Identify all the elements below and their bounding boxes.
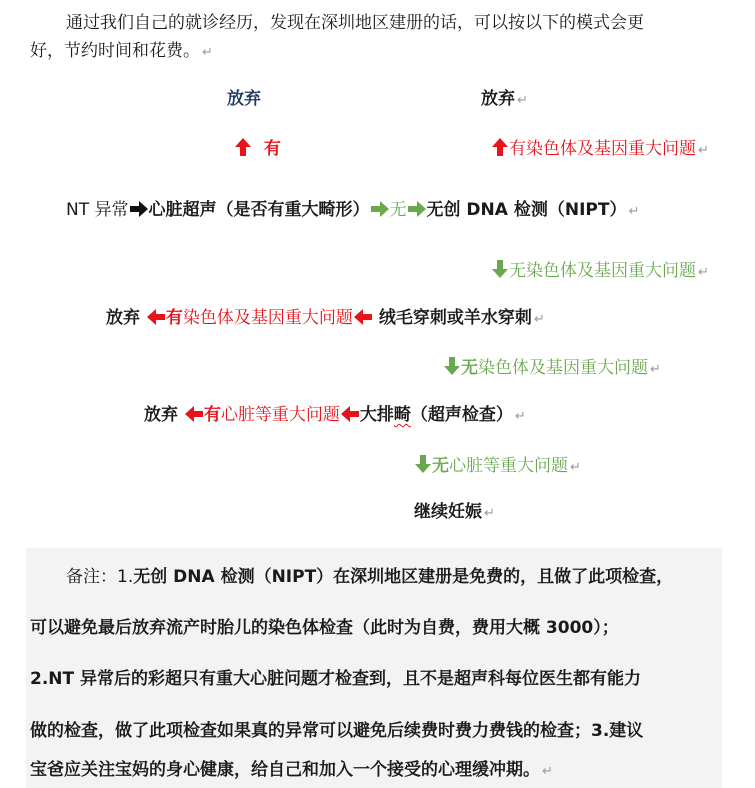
arrow-left-icon xyxy=(146,308,166,326)
arrow-right-icon xyxy=(129,200,149,218)
no-chromosome-issue-branch: 无染色体及基因重大问题 ↵ xyxy=(491,259,709,284)
no-chromosome-issue-after-puncture: 无染色体及基因重大问题 ↵ xyxy=(443,356,661,381)
arrow-up-icon xyxy=(491,137,509,157)
arrow-left-icon xyxy=(353,308,373,326)
arrow-right-icon xyxy=(370,200,390,218)
nipt-label: 无创 DNA 检测（NIPT） xyxy=(426,200,627,220)
arrow-down-icon xyxy=(414,454,432,474)
anomaly-scan-label: 大排畸（超声检查） xyxy=(359,405,513,425)
has-chromosome-issue-branch: 有染色体及基因重大问题 ↵ xyxy=(491,137,709,162)
no-issue-label: 无 xyxy=(389,200,407,220)
arrow-left-icon xyxy=(184,405,204,423)
puncture-test-label: 绒毛穿刺或羊水穿刺 xyxy=(372,308,532,328)
abandon-label: 放弃 xyxy=(106,308,146,328)
arrow-down-icon xyxy=(491,259,509,279)
arrow-up-icon xyxy=(234,137,252,157)
abandon-left-label: 放弃 xyxy=(227,89,261,109)
arrow-left-icon xyxy=(340,405,360,423)
puncture-flow: 放弃 有染色体及基因重大问题 绒毛穿刺或羊水穿刺 ↵ xyxy=(106,308,545,328)
continue-pregnancy-label: 继续妊娠 ↵ xyxy=(414,502,495,522)
heart-ultrasound-label: 心脏超声（是否有重大畸形） xyxy=(148,200,370,220)
arrow-down-icon xyxy=(443,356,461,376)
remarks-line-4: 做的检查，做了此项检查如果真的异常可以避免后续费时费力费钱的检查；3.建议 xyxy=(30,721,644,741)
intro-line-2: 好，节约时间和花费。 ↵ xyxy=(30,41,213,61)
abandon-label: 放弃 xyxy=(144,405,184,425)
remarks-line-1: 备注：1.无创 DNA 检测（NIPT）在深圳地区建册是免费的，且做了此项检查， xyxy=(66,567,674,587)
paragraph-mark: ↵ xyxy=(202,45,213,60)
remarks-line-3: 2.NT 异常后的彩超只有重大心脏问题才检查到，且不是超声科每位医生都有能力 xyxy=(30,669,642,689)
nt-main-flow: NT 异常 心脏超声（是否有重大畸形） 无 无创 DNA 检测（NIPT） ↵ xyxy=(66,200,640,220)
no-heart-issue-branch: 无心脏等重大问题 ↵ xyxy=(414,454,581,479)
remarks-line-2: 可以避免最后放弃流产时胎儿的染色体检查（此时为自费，费用大概 3000）； xyxy=(30,618,619,638)
abandon-right-label: 放弃 ↵ xyxy=(481,89,528,109)
arrow-right-icon xyxy=(407,200,427,218)
has-heart-issue-branch: 有 xyxy=(234,137,281,160)
nt-abnormal-label: NT 异常 xyxy=(66,200,129,220)
intro-line-1: 通过我们自己的就诊经历，发现在深圳地区建册的话，可以按以下的模式会更 xyxy=(66,13,644,33)
remarks-line-5: 宝爸应关注宝妈的身心健康，给自己和加入一个接受的心理缓冲期。 ↵ xyxy=(30,760,553,780)
anomaly-scan-flow: 放弃 有心脏等重大问题 大排畸（超声检查） ↵ xyxy=(144,405,526,425)
